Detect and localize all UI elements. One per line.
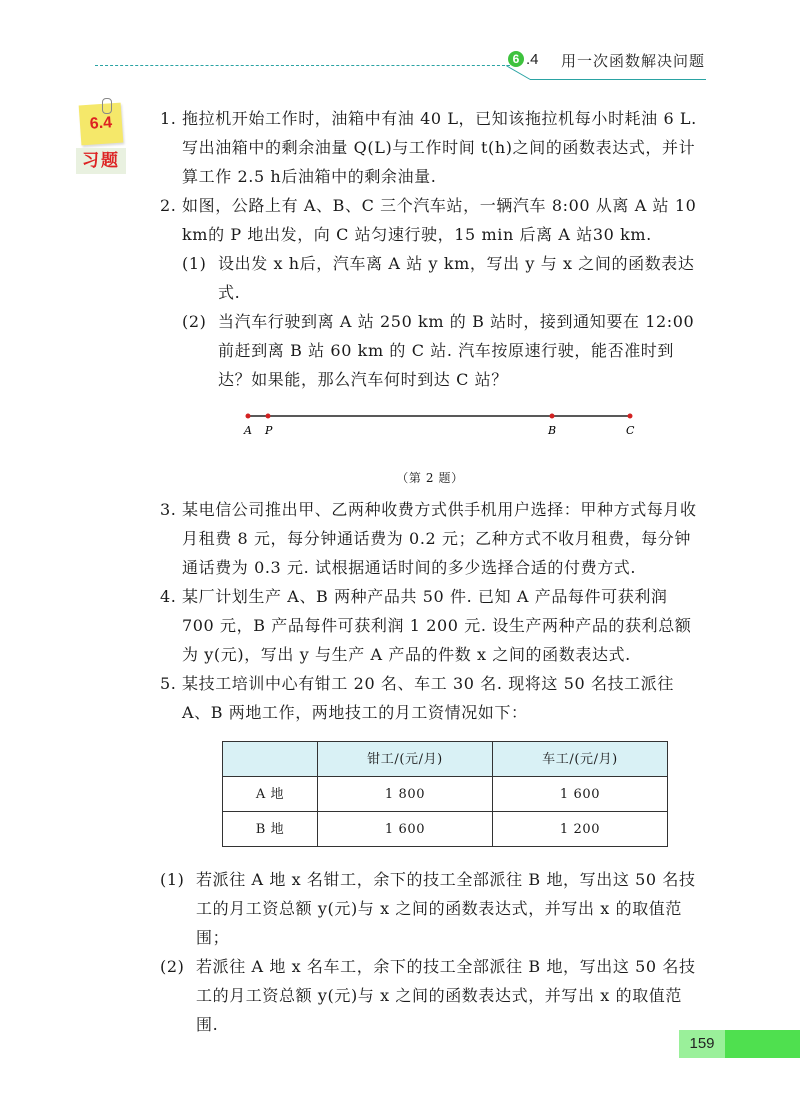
problem-text: 拖拉机开始工作时，油箱中有油 40 L，已知该拖拉机每小时耗油 6 L. 写出油箱中的剩余油量 Q(L)与工作时间 t(h)之间的函数表达式，并计算工作 2.5 h后油箱中的剩余油量. (182, 109, 697, 186)
table-row (223, 777, 668, 812)
table-cell: B 地 (223, 812, 318, 847)
road-diagram (160, 398, 700, 458)
point-p (266, 414, 271, 419)
section-title: 用一次函数解决问题 (561, 53, 706, 70)
part-number: (2) (182, 312, 207, 331)
point-b (550, 414, 555, 419)
point-a (246, 414, 251, 419)
table-row (223, 812, 668, 847)
page-number-bar (679, 1030, 800, 1058)
table-cell: A 地 (223, 777, 318, 812)
problem-number: 2. (160, 196, 177, 215)
header-dashed-rule (95, 65, 510, 66)
table-cell: 1 600 (318, 812, 493, 847)
problem-number: 1. (160, 109, 177, 128)
exercise-badge (74, 98, 126, 178)
problem-2 (160, 191, 700, 249)
problem-text: 某电信公司推出甲、乙两种收费方式供手机用户选择：甲种方式每月收月租费 8 元，每分钟通话费为 0.2 元；乙种方式不收月租费，每分钟通话费为 0.3 元. 试根据通话时间的多少选择合适的付费方式. (182, 500, 697, 577)
wage-table (222, 741, 668, 847)
part-number: (2) (160, 957, 185, 976)
problem-text: 某技工培训中心有钳工 20 名、车工 30 名. 现将这 50 名技工派往 A、B 两地工作，两地技工的月工资情况如下： (182, 674, 674, 722)
badge-label: 习题 (76, 148, 126, 174)
section-number-suffix: .4 (526, 50, 539, 68)
table-header-cell: 钳工/(元/月) (318, 742, 493, 777)
problem-5-part-1 (160, 865, 700, 952)
label-b: B (548, 424, 557, 437)
problem-5-part-2 (160, 952, 700, 1039)
problem-4 (160, 582, 700, 669)
problem-number: 5. (160, 674, 177, 693)
table-header-row (223, 742, 668, 777)
problem-2-part-2 (160, 307, 700, 394)
label-p: P (265, 424, 274, 437)
point-c (628, 414, 633, 419)
problem-1 (160, 104, 700, 191)
badge-sticky-note: 6.4 (79, 103, 124, 146)
part-text: 若派往 A 地 x 名钳工，余下的技工全部派往 B 地，写出这 50 名技工的月工资总额 y(元)与 x 之间的函数表达式，并写出 x 的取值范围； (196, 870, 696, 947)
header-rule-tail (530, 79, 706, 80)
road-figure (160, 398, 700, 468)
exercise-content (160, 104, 700, 1039)
table-header-cell: 车工/(元/月) (493, 742, 668, 777)
problem-2-part-1 (160, 249, 700, 307)
table-cell: 1 600 (493, 777, 668, 812)
problem-number: 4. (160, 587, 177, 606)
table-cell: 1 200 (493, 812, 668, 847)
problem-number: 3. (160, 500, 177, 519)
paperclip-icon (102, 98, 112, 114)
part-text: 若派往 A 地 x 名车工，余下的技工全部派往 B 地，写出这 50 名技工的月工资总额 y(元)与 x 之间的函数表达式，并写出 x 的取值范围. (196, 957, 696, 1034)
part-number: (1) (160, 870, 185, 889)
section-number-circle: 6 (508, 51, 524, 67)
problem-text: 某厂计划生产 A、B 两种产品共 50 件. 已知 A 产品每件可获利润 700 元，B 产品每件可获利润 1 200 元. 设生产两种产品的获利总额为 y(元)，写出 y 与生产 A 产品的件数 x 之间的函数表达式. (182, 587, 692, 664)
figure-caption: （第 2 题） (396, 471, 464, 485)
section-number (508, 48, 539, 70)
problem-5 (160, 669, 700, 727)
table-cell: 1 800 (318, 777, 493, 812)
label-a: A (244, 424, 253, 437)
label-c: C (626, 424, 636, 437)
page-number: 159 (679, 1030, 725, 1058)
problem-text: 如图，公路上有 A、B、C 三个汽车站，一辆汽车 8:00 从离 A 站 10 km的 P 地出发，向 C 站匀速行驶，15 min 后离 A 站30 km. (182, 196, 697, 244)
part-text: 设出发 x h后，汽车离 A 站 y km，写出 y 与 x 之间的函数表达式. (218, 254, 695, 302)
table-header-cell (223, 742, 318, 777)
part-number: (1) (182, 254, 207, 273)
part-text: 当汽车行驶到离 A 站 250 km 的 B 站时，接到通知要在 12:00 前赶到离 B 站 60 km 的 C 站. 汽车按原速行驶，能否准时到达？如果能，那么汽车何时到达 C 站？ (218, 312, 695, 389)
problem-3 (160, 495, 700, 582)
